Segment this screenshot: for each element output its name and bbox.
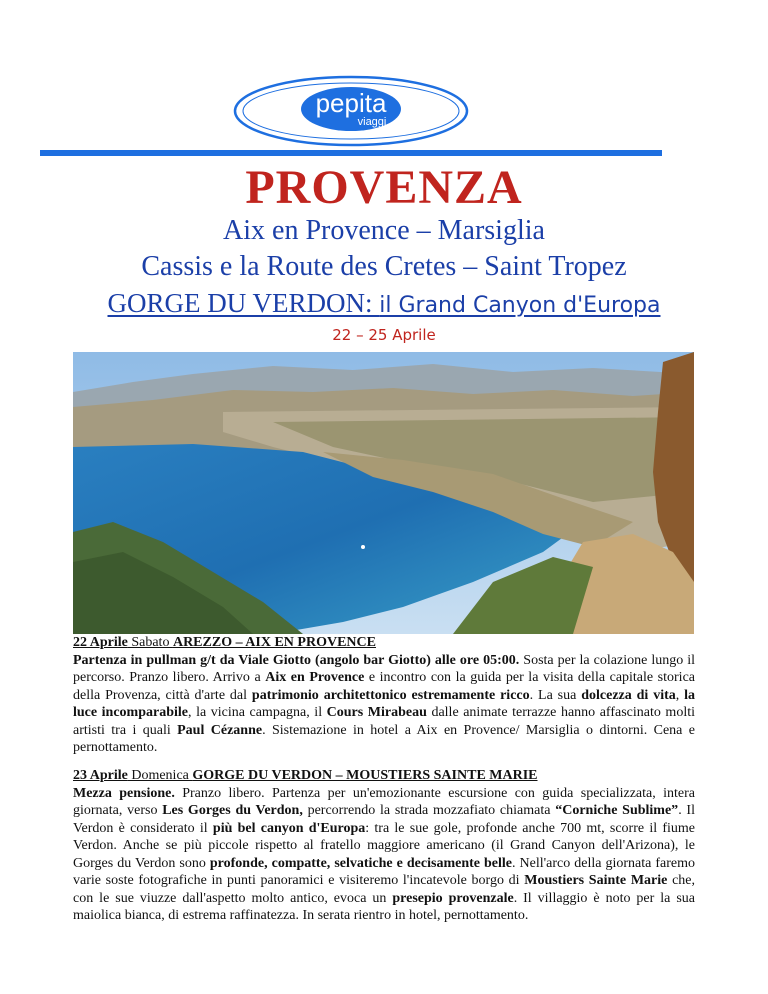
day-2-text: : tra le sue gole, profonde anche 700 mt, scorre il fiume Verdon. Anche se più piccole rispetto al fratello maggiore americano (il Grand Canyon dell'Arizona), le Gorges du Verdon sono	[73, 820, 695, 871]
day-2-text: Pranzo libero. Partenza per un'emozionante escursione con guida specializzata, intera giornata, verso	[73, 785, 695, 818]
day-2-date: 23 Aprile	[73, 768, 128, 783]
day-1-text: Cours Mirabeau	[326, 705, 427, 720]
day-2-route: GORGE DU VERDON – MOUSTIERS SAINTE MARIE	[192, 768, 538, 783]
page-title: PROVENZA	[245, 161, 523, 214]
day-2-text: . Il villaggio è noto per la sua maiolica bianca, di estrema raffinatezza. In serata rientro in hotel, pernottamento.	[73, 890, 695, 923]
day-1-route: AREZZO – AIX EN PROVENCE	[172, 635, 376, 650]
day-1-text: la luce incomparabile	[73, 687, 696, 720]
day-2-text: profonde, compatte, selvatiche e decisamente belle	[209, 855, 512, 871]
day-1-description	[73, 652, 695, 757]
day-2-description	[73, 785, 695, 925]
day-1-text: , la vicina campagna, il	[188, 705, 327, 720]
day-2-text: . Il Verdon è considerato il	[73, 803, 695, 836]
day-2-text: Moustiers Sainte Marie	[524, 873, 668, 888]
day-1-text: patrimonio architettonico estremamente ricco	[251, 687, 530, 703]
day-2-text: presepio provenzale	[392, 890, 514, 906]
day-2-text: . Nell'arco della giornata faremo varie soste fotografiche in punti panoramici e visiteremo l'incatevole borgo di	[73, 855, 696, 888]
day-1-text: Sosta per la colazione lungo il percorso. Pranzo libero. Arrivo a	[73, 652, 696, 685]
day-1-text: Partenza in pullman g/t da Viale Giotto (angolo bar Giotto) alle ore 05:00.	[73, 652, 520, 668]
day-2-text: percorrendo la strada mozzafiato chiamata	[302, 803, 556, 818]
day-2-text: Les Gorges du Verdon,	[162, 803, 303, 818]
day-2-text: più bel canyon d'Europa	[212, 820, 366, 836]
day-1-text: . La sua	[529, 687, 582, 703]
day-1-text: Aix en Provence	[265, 670, 365, 685]
day-1-heading	[73, 634, 695, 652]
day-1-date: 22 Aprile	[73, 635, 128, 650]
day-2-weekday: Domenica	[127, 768, 193, 783]
header-divider	[40, 150, 662, 156]
day-2-text: “Corniche Sublime”	[555, 803, 679, 818]
day-1-text: dolcezza di vita	[581, 687, 676, 703]
trip-dates: 22 – 25 Aprile	[332, 326, 436, 344]
logo-text-viaggi: viaggi	[357, 116, 387, 128]
pepita-viaggi-logo	[232, 74, 470, 148]
cassis-coast-photo	[73, 352, 694, 634]
day-1-text: ,	[675, 687, 685, 703]
day-1-weekday: Sabato	[127, 635, 173, 650]
subtitle-cassis-saint-tropez: Cassis e la Route des Cretes – Saint Tropez	[141, 251, 627, 282]
subtitle-gorge-du-verdon	[0, 286, 768, 323]
itinerary-day-1	[73, 634, 695, 757]
day-2-heading	[73, 767, 695, 785]
day-1-text: e incontro con la guida per la visita della capitale storica della Provenza, città d'arte dal	[73, 670, 695, 703]
subtitle-gorge-part2: il Grand Canyon d'Europa	[379, 293, 661, 318]
day-1-text: dalle animate terrazze hanno affascinato molti artisti tra i quali	[73, 705, 695, 738]
day-2-text: che, con le sue viuzze dall'aspetto molto antico, evoca un	[73, 873, 695, 906]
day-1-text: . Sistemazione in hotel a Aix en Provence/ Marsiglia o dintorni. Cena e pernottamento.	[73, 722, 695, 755]
logo-text-pepita: pepita	[315, 88, 387, 118]
subtitle-gorge-part1: GORGE DU VERDON:	[107, 288, 380, 318]
day-1-text: Paul Cézanne	[177, 722, 263, 738]
itinerary-day-2	[73, 767, 695, 925]
subtitle-aix-marsiglia: Aix en Provence – Marsiglia	[223, 215, 545, 246]
day-2-text: Mezza pensione.	[73, 785, 175, 801]
